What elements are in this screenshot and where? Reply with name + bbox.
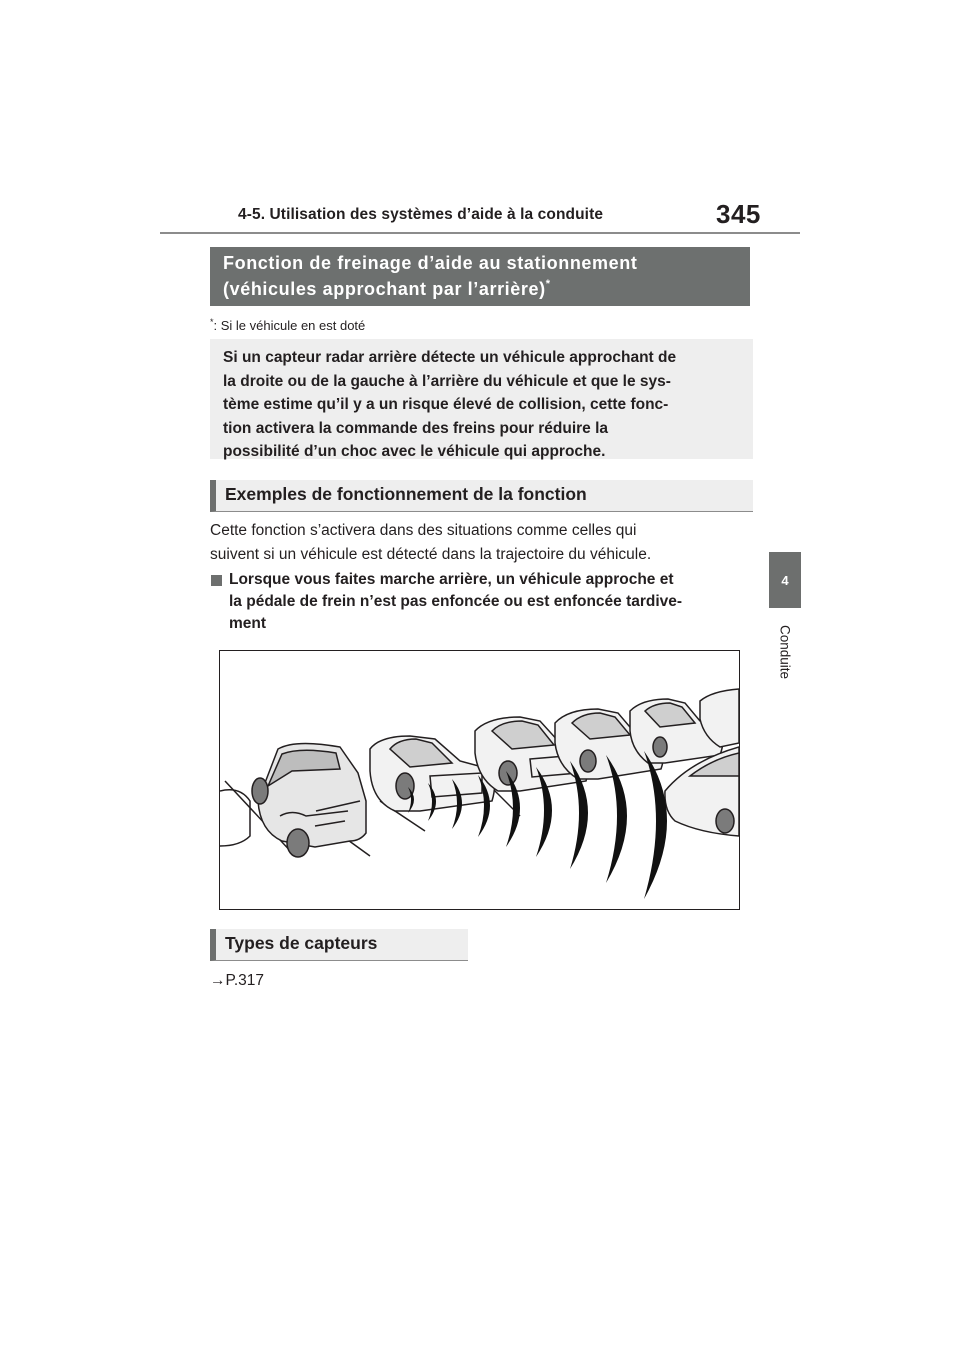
suv-vehicle bbox=[252, 743, 366, 857]
header-divider bbox=[160, 232, 800, 234]
left-partial-car bbox=[220, 790, 250, 846]
intro-line: possibilité d’un choc avec le véhicule qui approche. bbox=[223, 443, 606, 460]
intro-line: la droite ou de la gauche à l’arrière du véhicule et que le sys- bbox=[223, 372, 671, 390]
chapter-tab bbox=[769, 552, 801, 608]
section-heading-examples: Exemples de fonctionnement de la fonction bbox=[210, 480, 753, 512]
footnote-asterisk: * bbox=[210, 317, 214, 327]
body-line: Cette fonction s’activera dans des situations comme celles qui bbox=[210, 522, 637, 539]
title-line-2 bbox=[223, 276, 750, 302]
header-section-title: 4-5. Utilisation des systèmes d’aide à la conduite bbox=[238, 206, 604, 223]
parking-scene-drawing bbox=[220, 651, 739, 909]
radar-wave bbox=[644, 751, 667, 899]
body-line: suivent si un véhicule est détecté dans la trajectoire du véhicule. bbox=[210, 545, 652, 563]
intro-line: Si un capteur radar arrière détecte un véhicule approchant de bbox=[223, 349, 677, 366]
intro-box bbox=[210, 339, 753, 459]
intro-line: tion activera la commande des freins pour réduire la bbox=[223, 419, 609, 437]
chapter-label bbox=[770, 612, 800, 692]
bullet-line: la pédale de frein n’est pas enfoncée ou est enfoncée tardive- bbox=[229, 593, 683, 610]
bullet-square-icon bbox=[211, 575, 222, 586]
footnote bbox=[210, 318, 365, 333]
page-title bbox=[210, 247, 750, 306]
title-line-1: Fonction de freinage d’aide au stationnement bbox=[223, 253, 638, 273]
section-heading-sensors: Types de capteurs bbox=[210, 929, 468, 961]
footnote-text: : Si le véhicule en est doté bbox=[213, 318, 366, 333]
bullet-item bbox=[229, 569, 749, 635]
page-number: 345 bbox=[716, 199, 761, 229]
intro-line: tème estime qu’il y a un risque élevé de collision, cette fonc- bbox=[223, 396, 669, 413]
chapter-label-text: Conduite bbox=[777, 624, 793, 680]
bullet-line: Lorsque vous faites marche arrière, un véhicule approche et bbox=[229, 571, 674, 588]
examples-body bbox=[210, 519, 755, 566]
illustration-parking-scene bbox=[219, 650, 740, 910]
chapter-number: 4 bbox=[781, 572, 789, 588]
bullet-line: ment bbox=[229, 615, 267, 632]
title-line-2-text: (véhicules approchant par l’arrière) bbox=[223, 279, 546, 299]
title-asterisk: * bbox=[545, 278, 551, 290]
page-reference-link[interactable]: →P.317 bbox=[210, 972, 265, 989]
